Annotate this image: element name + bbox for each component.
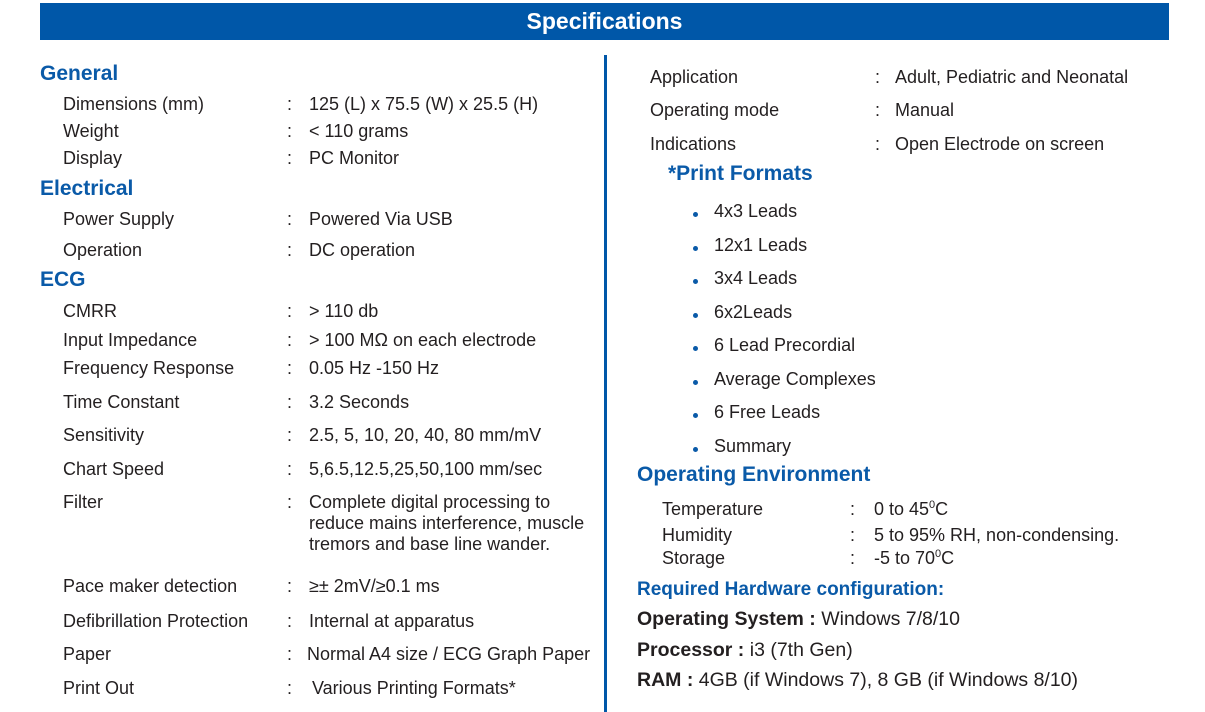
bullet-icon bbox=[693, 447, 698, 452]
spec-colon: : bbox=[875, 100, 881, 120]
spec-label: Humidity bbox=[662, 525, 733, 545]
spec-label: Sensitivity bbox=[63, 425, 145, 445]
list-item: 3x4 Leads bbox=[714, 268, 798, 288]
temperature-range: 0 to 45 bbox=[874, 499, 930, 519]
spec-label: Temperature bbox=[662, 499, 764, 519]
spec-label: Chart Speed bbox=[63, 459, 165, 479]
spec-label: Frequency Response bbox=[63, 358, 235, 378]
spec-value: DC operation bbox=[309, 240, 416, 260]
list-item: 12x1 Leads bbox=[714, 235, 808, 255]
spec-colon: : bbox=[287, 240, 293, 260]
spec-colon: : bbox=[850, 548, 856, 568]
spec-value: Powered Via USB bbox=[309, 209, 453, 229]
electrical-heading: Electrical bbox=[40, 177, 134, 200]
bullet-icon bbox=[693, 246, 698, 251]
bullet-icon bbox=[693, 380, 698, 385]
hardware-heading: Required Hardware configuration: bbox=[637, 579, 945, 600]
column-divider bbox=[604, 55, 607, 712]
spec-colon: : bbox=[287, 209, 293, 229]
list-item: Average Complexes bbox=[714, 369, 876, 389]
spec-value: 5,6.5,12.5,25,50,100 mm/sec bbox=[309, 459, 543, 479]
spec-value: 2.5, 5, 10, 20, 40, 80 mm/mV bbox=[309, 425, 542, 445]
spec-label: Print Out bbox=[63, 678, 135, 698]
spec-label: Display bbox=[63, 148, 123, 168]
spec-label: Weight bbox=[63, 121, 119, 141]
ecg-heading: ECG bbox=[40, 268, 86, 291]
list-item: 4x3 Leads bbox=[714, 201, 798, 221]
spec-colon: : bbox=[287, 358, 293, 378]
spec-value: Complete digital processing to reduce mains interference, muscle tremors and base line wander. bbox=[309, 492, 585, 554]
operating-environment-heading: Operating Environment bbox=[637, 463, 871, 486]
print-formats-heading: *Print Formats bbox=[668, 162, 813, 185]
storage-range: -5 to 70 bbox=[874, 548, 936, 568]
list-item: 6 Lead Precordial bbox=[714, 335, 856, 355]
spec-value: < 110 grams bbox=[309, 121, 409, 141]
spec-colon: : bbox=[875, 67, 881, 87]
spec-colon: : bbox=[287, 301, 293, 321]
hardware-key: Processor : bbox=[637, 639, 745, 661]
spec-label: Pace maker detection bbox=[63, 576, 238, 596]
spec-value: Normal A4 size / ECG Graph Paper bbox=[307, 644, 591, 664]
spec-colon: : bbox=[287, 611, 293, 631]
bullet-icon bbox=[693, 346, 698, 351]
bullet-icon bbox=[693, 313, 698, 318]
spec-colon: : bbox=[287, 644, 293, 664]
spec-value: 5 to 95% RH, non-condensing. bbox=[874, 525, 1120, 545]
spec-label: Storage bbox=[662, 548, 726, 568]
storage-unit: C bbox=[941, 548, 955, 568]
spec-value: 0.05 Hz -150 Hz bbox=[309, 358, 440, 378]
hardware-value: 4GB (if Windows 7), 8 GB (if Windows 8/10) bbox=[693, 669, 1079, 691]
spec-value: 3.2 Seconds bbox=[309, 392, 410, 412]
spec-value: 125 (L) x 75.5 (W) x 25.5 (H) bbox=[309, 94, 539, 114]
spec-label: Indications bbox=[650, 134, 737, 154]
list-item: Summary bbox=[714, 436, 792, 456]
list-item: 6 Free Leads bbox=[714, 402, 821, 422]
spec-label: Dimensions (mm) bbox=[63, 94, 205, 114]
hardware-row bbox=[637, 608, 960, 631]
spec-label: Filter bbox=[63, 492, 103, 512]
spec-label: Input Impedance bbox=[63, 330, 198, 350]
spec-colon: : bbox=[875, 134, 881, 154]
spec-value: > 110 db bbox=[309, 301, 379, 321]
spec-colon: : bbox=[287, 392, 293, 412]
hardware-key: Operating System : bbox=[637, 608, 816, 630]
spec-value: Open Electrode on screen bbox=[895, 134, 1105, 154]
spec-value: Manual bbox=[895, 100, 955, 120]
spec-value bbox=[874, 499, 948, 520]
spec-value bbox=[874, 548, 954, 569]
hardware-row bbox=[637, 669, 1078, 692]
spec-label: Application bbox=[650, 67, 739, 87]
hardware-key: RAM : bbox=[637, 669, 694, 691]
spec-value: Adult, Pediatric and Neonatal bbox=[895, 67, 1129, 87]
spec-value: > 100 MΩ on each electrode bbox=[309, 330, 537, 350]
spec-colon: : bbox=[287, 576, 293, 596]
spec-colon: : bbox=[287, 121, 293, 141]
spec-colon: : bbox=[287, 148, 293, 168]
bullet-icon bbox=[693, 279, 698, 284]
temperature-unit: C bbox=[935, 499, 949, 519]
spec-label: CMRR bbox=[63, 301, 117, 321]
spec-colon: : bbox=[287, 678, 293, 698]
hardware-value: Windows 7/8/10 bbox=[815, 608, 960, 630]
spec-value: ≥± 2mV/≥0.1 ms bbox=[309, 576, 440, 596]
spec-colon: : bbox=[850, 499, 856, 519]
spec-label: Time Constant bbox=[63, 392, 180, 412]
spec-colon: : bbox=[850, 525, 856, 545]
degree-superscript: 0 bbox=[935, 548, 942, 560]
bullet-icon bbox=[693, 413, 698, 418]
spec-colon: : bbox=[287, 94, 293, 114]
spec-value: PC Monitor bbox=[309, 148, 400, 168]
spec-colon: : bbox=[287, 492, 293, 512]
general-heading: General bbox=[40, 62, 119, 85]
spec-label: Operating mode bbox=[650, 100, 780, 120]
spec-colon: : bbox=[287, 425, 293, 445]
spec-colon: : bbox=[287, 459, 293, 479]
page-title: Specifications bbox=[40, 3, 1169, 40]
spec-value: Internal at apparatus bbox=[309, 611, 475, 631]
hardware-row bbox=[637, 639, 853, 662]
hardware-value: i3 (7th Gen) bbox=[744, 639, 853, 661]
spec-label: Defibrillation Protection bbox=[63, 611, 249, 631]
spec-label: Power Supply bbox=[63, 209, 175, 229]
spec-label: Operation bbox=[63, 240, 143, 260]
bullet-icon bbox=[693, 212, 698, 217]
degree-superscript: 0 bbox=[929, 499, 936, 511]
spec-colon: : bbox=[287, 330, 293, 350]
spec-value: Various Printing Formats* bbox=[312, 678, 516, 698]
list-item: 6x2Leads bbox=[714, 302, 793, 322]
spec-label: Paper bbox=[63, 644, 112, 664]
